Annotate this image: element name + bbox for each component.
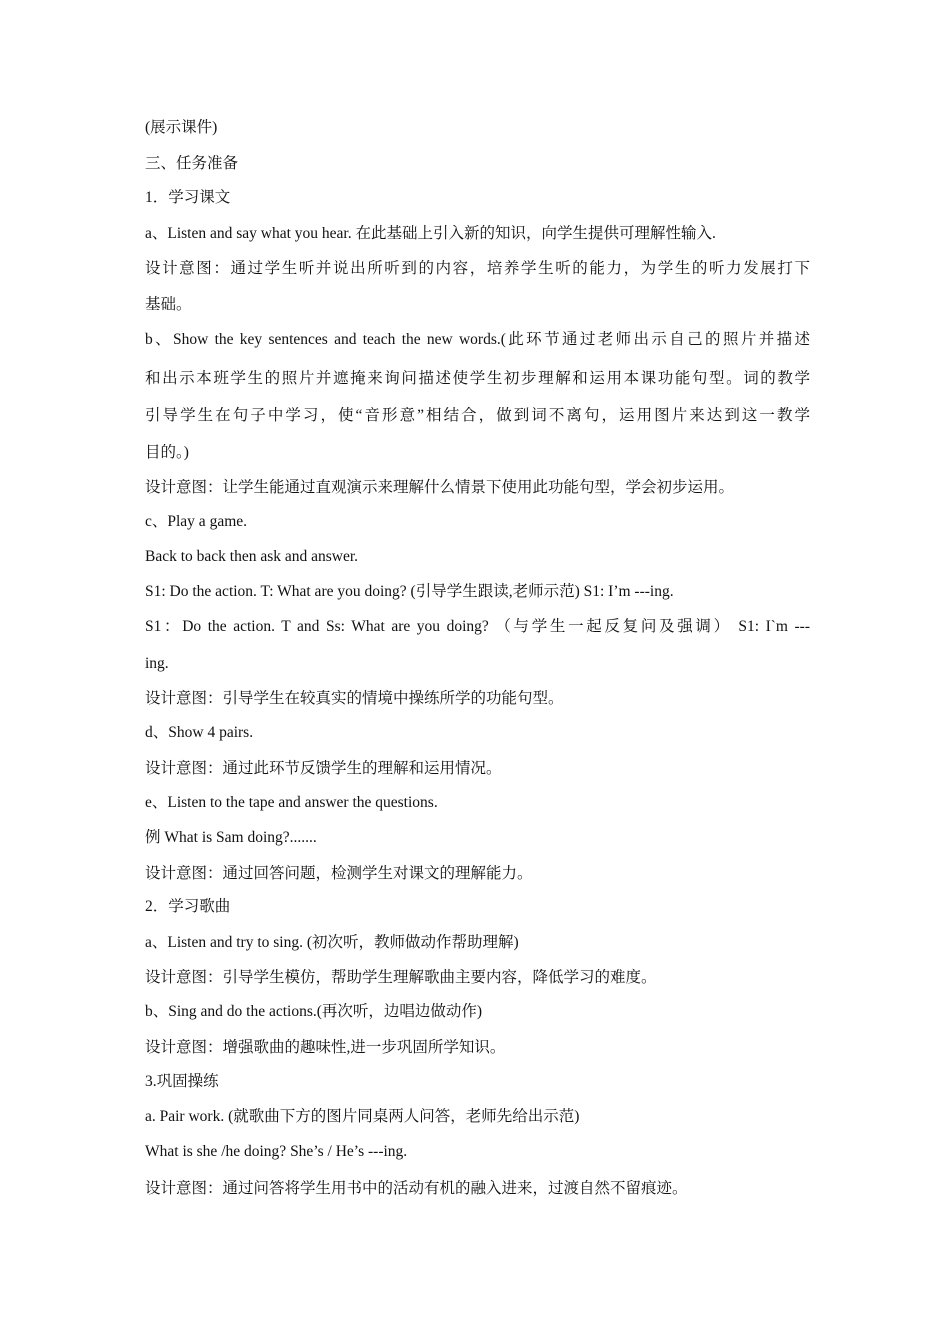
text-line: a、Listen and say what you hear. 在此基础上引入新的知识，向学生提供可理解性输入. <box>145 225 716 242</box>
text-line: c、Play a game. <box>145 513 248 530</box>
text-line: d、Show 4 pairs. <box>145 724 254 741</box>
text-line: b、Show the key sentences and teach the new words.(此环节通过老师出示自己的照片并描述 <box>145 331 810 348</box>
text-line: 设计意图：通过学生听并说出所听到的内容，培养学生听的能力，为学生的听力发展打下 <box>145 260 810 277</box>
text-line: What is she /he doing? She’s / He’s ---ing. <box>145 1143 408 1160</box>
text-line: 引导学生在句子中学习，使“音形意”相结合，做到词不离句，运用图片来达到这一教学 <box>145 407 810 424</box>
text-line: S1：Do the action. T and Ss: What are you doing? （与学生一起反复问及强调） S1: I`m --- <box>145 618 810 635</box>
text-line: 设计意图：通过问答将学生用书中的活动有机的融入进来，过渡自然不留痕迹。 <box>145 1180 688 1197</box>
text-line: 设计意图：引导学生在较真实的情境中操练所学的功能句型。 <box>145 690 564 707</box>
subsection-heading: 2．学习歌曲 <box>145 898 231 915</box>
subsection-heading: 1．学习课文 <box>145 189 231 206</box>
text-line: (展示课件) <box>145 119 218 136</box>
section-heading: 三、任务准备 <box>145 155 239 172</box>
text-line: b、Sing and do the actions.(再次听，边唱边做动作) <box>145 1003 483 1020</box>
text-line: 例 What is Sam doing?....... <box>145 829 317 846</box>
text-line: S1: Do the action. T: What are you doing? (引导学生跟读,老师示范) S1: I’m ---ing. <box>145 583 674 600</box>
text-line: a、Listen and try to sing. (初次听，教师做动作帮助理解) <box>145 934 519 951</box>
text-line: a. Pair work. (就歌曲下方的图片同桌两人问答，老师先给出示范) <box>145 1108 580 1125</box>
text-line: 和出示本班学生的照片并遮掩来询问描述使学生初步理解和运用本课功能句型。词的教学 <box>145 370 810 387</box>
text-line: e、Listen to the tape and answer the questions. <box>145 794 438 811</box>
text-line: 设计意图：通过回答问题，检测学生对课文的理解能力。 <box>145 865 533 882</box>
text-line: 基础。 <box>145 296 192 313</box>
text-line: 设计意图：通过此环节反馈学生的理解和运用情况。 <box>145 760 502 777</box>
text-line: 设计意图：引导学生模仿，帮助学生理解歌曲主要内容，降低学习的难度。 <box>145 969 657 986</box>
text-line: 设计意图：让学生能通过直观演示来理解什么情景下使用此功能句型，学会初步运用。 <box>145 479 735 496</box>
text-line: 目的。) <box>145 444 189 461</box>
text-line: Back to back then ask and answer. <box>145 548 359 565</box>
text-line: ing. <box>145 655 169 672</box>
text-line: 设计意图：增强歌曲的趣味性,进一步巩固所学知识。 <box>145 1039 506 1056</box>
subsection-heading: 3.巩固操练 <box>145 1073 219 1090</box>
